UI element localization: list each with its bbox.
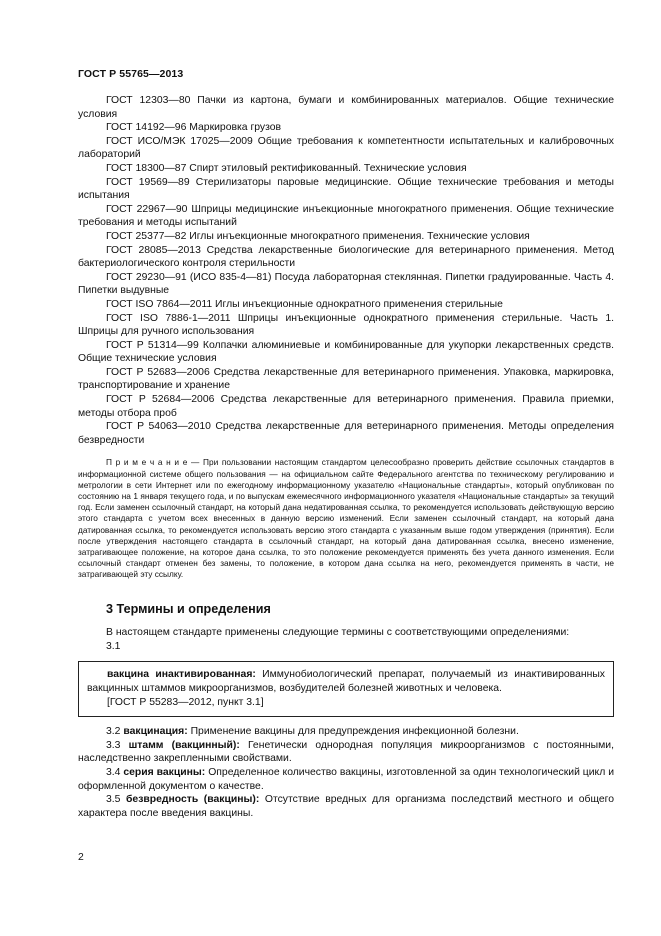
reference-item: ГОСТ Р 51314—99 Колпачки алюминиевые и комбинированные для укупорки лекарственных средств. Общие технические условия <box>78 339 614 365</box>
term-entry <box>78 766 614 793</box>
intro-term-number: 3.1 <box>106 640 121 652</box>
reference-item: ГОСТ ISO 7864—2011 Иглы инъекционные однократного применения стерильные <box>106 298 503 310</box>
reference-item: ГОСТ 25377—82 Иглы инъекционные многократного применения. Технические условия <box>106 230 530 242</box>
reference-item: ГОСТ 12303—80 Пачки из картона, бумаги и комбинированных материалов. Общие технические условия <box>78 95 614 120</box>
term-source: [ГОСТ Р 55283—2012, пункт 3.1] <box>107 696 264 708</box>
reference-item: ГОСТ ИСО/МЭК 17025—2009 Общие требования к компетентности испытательных и калибровочных лабораторий <box>78 135 614 161</box>
term-definition: Отсутствие вредных для организма последствий местного и общего характера после введения вакцины. <box>78 794 614 819</box>
reference-item: ГОСТ ISO 7886-1—2011 Шприцы инъекционные однократного применения стерильные. Часть 1. Шприцы для ручного использования <box>78 312 614 338</box>
term-name: вакцина инактивированная: <box>107 669 256 681</box>
page-number: 2 <box>78 852 84 863</box>
term-number: 3.5 <box>106 794 127 806</box>
term-definition: Определенное количество вакцины, изготовленной за один технологический цикл и оформленной документом о качестве. <box>78 767 615 792</box>
term-entry <box>78 725 614 739</box>
reference-item: ГОСТ Р 52684—2006 Средства лекарственные для ветеринарного применения. Правила приемки, методы отбора проб <box>78 394 614 419</box>
term-name: безвредность (вакцины): <box>126 794 260 806</box>
reference-item: ГОСТ Р 54063—2010 Средства лекарственные для ветеринарного применения. Методы определения безвредности <box>78 421 614 446</box>
term-name: штамм (вакцинный): <box>128 739 240 751</box>
term-definition: Применение вакцины для предупреждения инфекционной болезни. <box>187 726 519 738</box>
term-name: серия вакцины: <box>123 767 206 779</box>
note-paragraph <box>78 457 614 580</box>
term-number: 3.2 <box>106 726 124 738</box>
reference-item: ГОСТ 14192—96 Маркировка грузов <box>106 122 282 134</box>
note-text: — При пользовании настоящим стандартом целесообразно проверить действие ссылочных стандартов в информационной системе общего пользования — на официальном сайте Федерального агентства по техническому регулированию и метрологии в сети Интернет или по ежегодному информационному указателю «Национальные стандарты», который опубликован по состоянию на 1 января текущего года, и по выпускам ежемесячного информационного указателя «Национальные стандарты» за текущий год. Если заменен ссылочный стандарт, на который дана недатированная ссылка, то рекомендуется использовать действующую версию этого стандарта с учетом всех внесенных в данную версию изменений. Если заменен ссылочный стандарт, на который дана датированная ссылка, то рекомендуется использовать версию этого стандарта с указанным выше годом утверждения (принятия). Если после утверждения настоящего стандарта в ссылочный стандарт, на который дана датированная ссылка, внесено изменение, затрагивающее положение, на которое дана ссылка, то это положение рекомендуется применять без учета данного изменения. Если ссылочный стандарт отменен без замены, то положение, в котором дана ссылка на него, рекомендуется применять в части, не затрагивающей эту ссылку. <box>78 457 614 580</box>
section-heading: 3 Термины и определения <box>106 601 271 616</box>
reference-list <box>78 94 614 447</box>
reference-item: ГОСТ 22967—90 Шприцы медицинские инъекционные многократного применения. Общие технические требования и методы испытаний <box>78 203 614 229</box>
reference-item: ГОСТ 28085—2013 Средства лекарственные биологические для ветеринарного применения. Метод бактериологического контроля стерильности <box>78 244 614 270</box>
reference-item: ГОСТ 19569—89 Стерилизаторы паровые медицинские. Общие технические требования и методы испытания <box>78 176 614 202</box>
term-entry <box>78 793 614 820</box>
document-header: ГОСТ Р 55765—2013 <box>78 68 184 80</box>
reference-item: ГОСТ Р 52683—2006 Средства лекарственные для ветеринарного применения. Упаковка, маркировка, транспортирование и хранение <box>78 366 614 392</box>
term-number: 3.4 <box>106 767 124 779</box>
term-definition: Генетически однородная популяция микроорганизмов с постоянными, наследственно закрепленными свойствами. <box>78 739 614 765</box>
page-content <box>78 94 614 820</box>
term-number: 3.3 <box>106 739 129 751</box>
intro-paragraph: В настоящем стандарте применены следующие термины с соответствующими определениями: <box>106 627 570 639</box>
reference-item: ГОСТ 18300—87 Спирт этиловый ректификованный. Технические условия <box>106 162 467 174</box>
term-entry <box>78 739 614 766</box>
term-name: вакцинация: <box>123 726 188 738</box>
note-label: П р и м е ч а н и е <box>106 457 188 468</box>
reference-item: ГОСТ 29230—91 (ИСО 835-4—81) Посуда лабораторная стеклянная. Пипетки градуированные. Часть 4. Пипетки выдувные <box>78 271 614 297</box>
boxed-term-definition <box>78 661 614 717</box>
boxed-term-paragraph <box>87 668 605 695</box>
term-definition: Иммунобиологический препарат, получаемый из инактивированных вакцинных штаммов микроорганизмов, возбудителей болезней животных и человека. <box>87 669 605 695</box>
